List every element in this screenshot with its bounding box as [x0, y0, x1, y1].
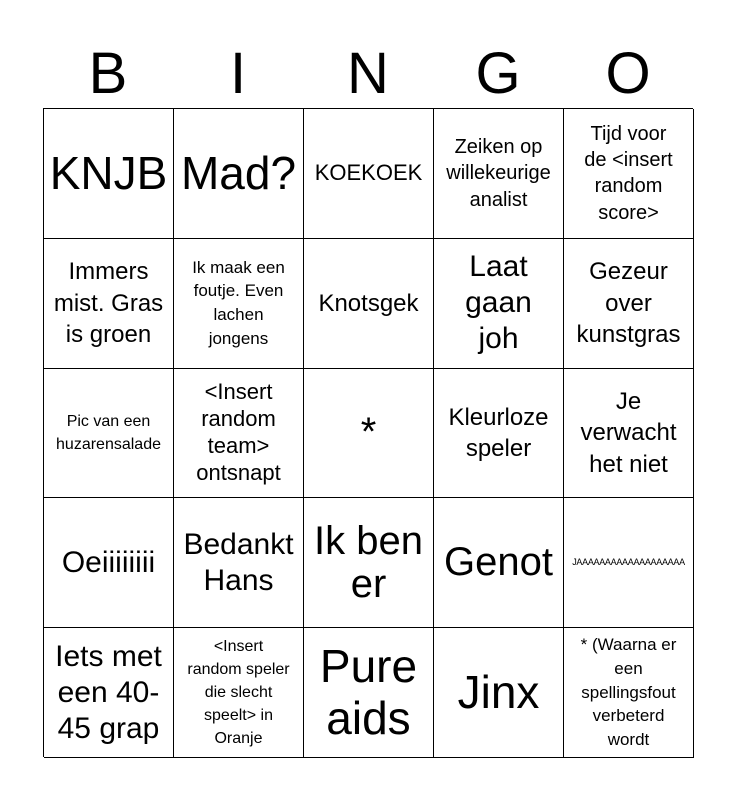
bingo-cell-i2[interactable] [174, 239, 304, 369]
bingo-cell-n5[interactable] [304, 628, 434, 758]
bingo-cell-o1[interactable] [564, 109, 694, 239]
header-letter-o: O [605, 41, 651, 106]
bingo-cell-i5[interactable] [174, 628, 304, 758]
bingo-board [43, 108, 693, 757]
bingo-cell-i3[interactable] [174, 369, 304, 499]
bingo-cell-g4[interactable] [434, 498, 564, 628]
cell-label: Genot [444, 540, 553, 585]
bingo-cell-g5[interactable] [434, 628, 564, 758]
bingo-cell-o4[interactable] [564, 498, 694, 628]
cell-label: Jinx [457, 665, 540, 718]
cell-label: Laat gaan joh [465, 250, 532, 356]
bingo-cell-n1[interactable] [304, 109, 434, 239]
bingo-cell-o5[interactable] [564, 628, 694, 758]
cell-label: JAAAAAAAAAAAAAAAAAAA [572, 557, 685, 568]
bingo-header [43, 40, 693, 108]
cell-label: Immers mist. Gras is groen [53, 258, 164, 348]
cell-label: Pic van een huzarensalade [56, 412, 161, 453]
cell-label: <Insert random speler die slecht speelt> in Oranje [187, 637, 290, 748]
cell-label: Iets met een 40- 45 grap [55, 639, 162, 745]
cell-label: Ik ben er [314, 518, 423, 606]
cell-label: <Insert random team> ontsnapt [196, 379, 281, 485]
cell-label: Oeiiiiiiii [61, 545, 156, 579]
bingo-cell-b5[interactable] [44, 628, 174, 758]
cell-label: Je verwacht het niet [580, 388, 677, 478]
bingo-cell-o2[interactable] [564, 239, 694, 369]
bingo-cell-g3[interactable] [434, 369, 564, 499]
cell-label: Bedankt Hans [183, 527, 294, 597]
header-letter-i: I [229, 41, 247, 106]
cell-label: Pure aids [319, 640, 418, 744]
cell-label: Zeiken op willekeurige analist [446, 135, 551, 211]
cell-label: Mad? [180, 146, 297, 199]
bingo-cell-n4[interactable] [304, 498, 434, 628]
cell-label: Gezeur over kunstgras [576, 258, 681, 348]
header-letter-n: N [347, 41, 389, 106]
cell-label: KOEKOEK [314, 159, 423, 185]
cell-label: Tijd voor de <insert random score> [584, 122, 673, 224]
bingo-cell-g2[interactable] [434, 239, 564, 369]
bingo-cell-n2[interactable] [304, 239, 434, 369]
cell-label: Kleurloze speler [448, 403, 549, 462]
cell-label: * [360, 410, 377, 455]
bingo-cell-i4[interactable] [174, 498, 304, 628]
bingo-cell-n3[interactable] [304, 369, 434, 499]
bingo-cell-i1[interactable] [174, 109, 304, 239]
bingo-cell-o3[interactable] [564, 369, 694, 499]
bingo-cell-g1[interactable] [434, 109, 564, 239]
bingo-cell-b2[interactable] [44, 239, 174, 369]
cell-label: Knotsgek [318, 289, 419, 317]
cell-label: * (Waarna er een spellingsfout verbeterd wordt [580, 635, 677, 750]
cell-label: KNJB [49, 146, 168, 199]
cell-label: Ik maak een foutje. Even lachen jongens [192, 257, 285, 348]
bingo-cell-b3[interactable] [44, 369, 174, 499]
header-letter-g: G [475, 41, 521, 106]
header-letter-b: B [88, 41, 128, 106]
bingo-cell-b1[interactable] [44, 109, 174, 239]
bingo-cell-b4[interactable] [44, 498, 174, 628]
